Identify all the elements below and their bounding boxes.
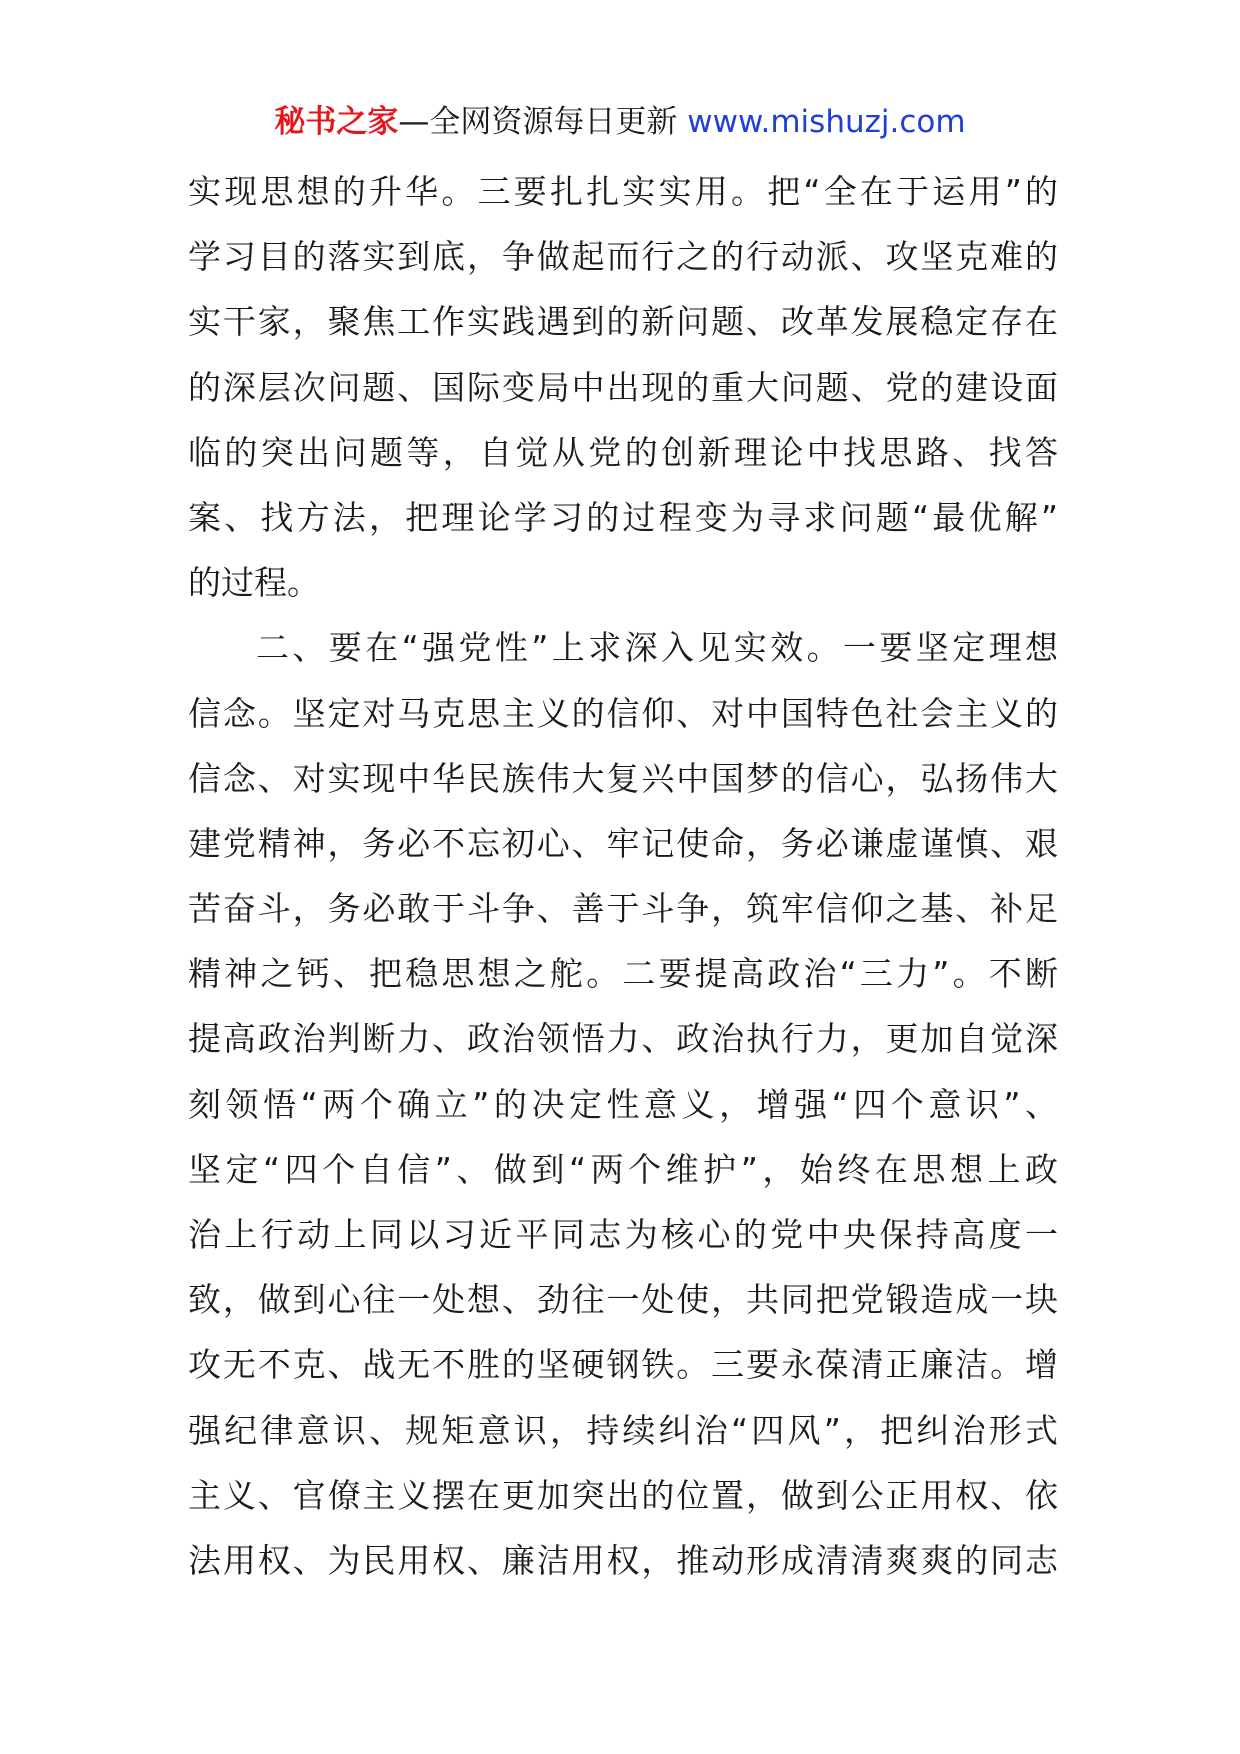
text-line: 刻领悟“两个确立”的决定性意义，增强“四个意识”、 [188, 1084, 1058, 1124]
text-line: 临的突出问题等，自觉从党的创新理论中找思路、找答 [188, 432, 1058, 472]
document-body [188, 159, 1058, 1593]
site-header [0, 100, 1240, 144]
text-line: 信念。坚定对马克思主义的信仰、对中国特色社会主义的 [188, 693, 1058, 733]
text-line: 主义、官僚主义摆在更加突出的位置，做到公正用权、依 [188, 1475, 1058, 1515]
text-line: 的深层次问题、国际变局中出现的重大问题、党的建设面 [188, 367, 1058, 407]
text-line: 致，做到心往一处想、劲往一处使，共同把党锻造成一块 [188, 1280, 1058, 1320]
text-line: 治上行动上同以习近平同志为核心的党中央保持高度一 [188, 1215, 1058, 1254]
text-line: 精神之钙、把稳思想之舵。二要提高政治“三力”。不断 [188, 954, 1058, 994]
paragraph-1 [188, 159, 1058, 615]
text-line: 强纪律意识、规矩意识，持续纠治“四风”，把纠治形式 [188, 1410, 1058, 1450]
text-line: 实干家，聚焦工作实践遇到的新问题、改革发展稳定存在 [188, 302, 1058, 342]
text-line: 信念、对实现中华民族伟大复兴中国梦的信心，弘扬伟大 [188, 758, 1058, 798]
text-line: 建党精神，务必不忘初心、牢记使命，务必谦虚谨慎、艰 [188, 823, 1058, 863]
paragraph-2 [188, 615, 1058, 1593]
text-line: 案、找方法，把理论学习的过程变为寻求问题“最优解” [188, 497, 1058, 537]
text-line: 二、要在“强党性”上求深入见实效。一要坚定理想 [256, 628, 1058, 668]
text-line: 攻无不克、战无不胜的坚硬钢铁。三要永葆清正廉洁。增 [188, 1345, 1058, 1385]
text-line: 法用权、为民用权、廉洁用权，推动形成清清爽爽的同志 [188, 1540, 1058, 1580]
brand-name: 秘书之家 [274, 104, 399, 140]
text-line: 的过程。 [188, 563, 320, 603]
text-line: 坚定“四个自信”、做到“两个维护”，始终在思想上政 [188, 1149, 1058, 1189]
site-url-link[interactable]: www.mishuzj.com [687, 104, 966, 140]
text-line: 提高政治判断力、政治领悟力、政治执行力，更加自觉深 [188, 1019, 1058, 1059]
text-line: 学习目的落实到底，争做起而行之的行动派、攻坚克难的 [188, 237, 1058, 277]
text-line: 苦奋斗，务必敢于斗争、善于斗争，筑牢信仰之基、补足 [188, 889, 1058, 929]
text-line: 实现思想的升华。三要扎扎实实用。把“全在于运用”的 [188, 172, 1058, 211]
header-tagline: —全网资源每日更新 [398, 104, 688, 140]
